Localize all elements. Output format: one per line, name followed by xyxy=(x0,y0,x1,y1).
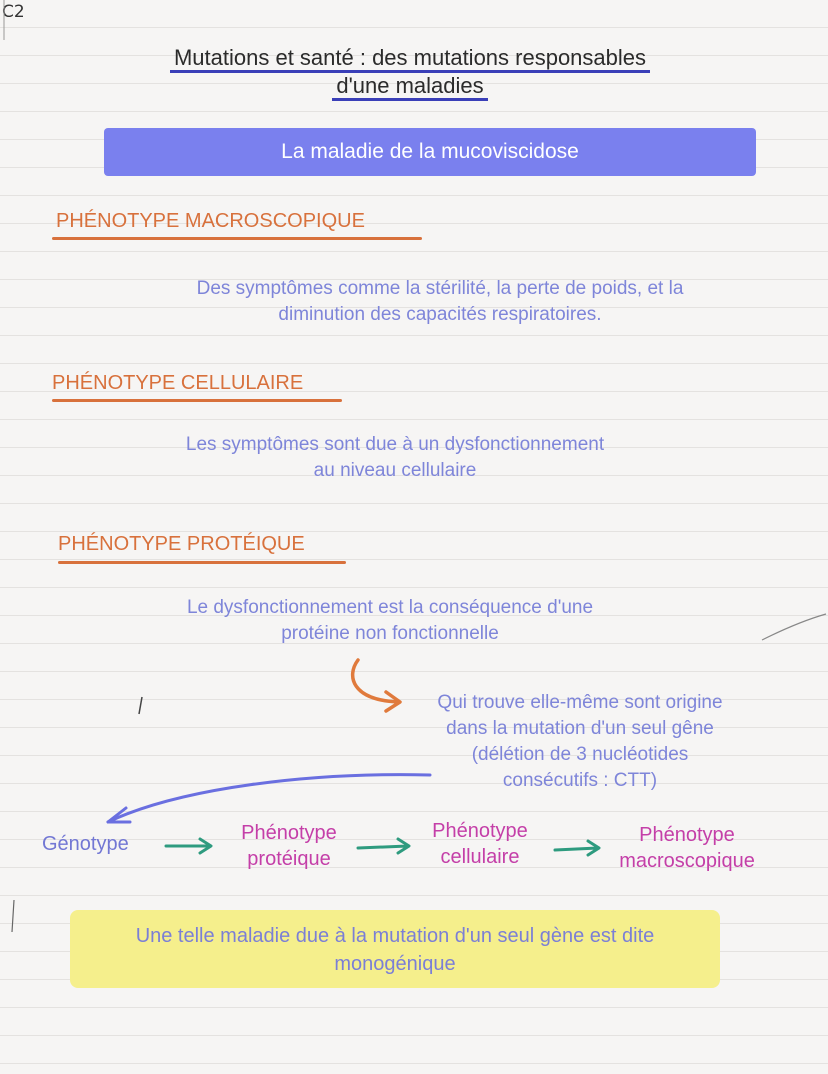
chain-arrow-icon xyxy=(166,839,211,853)
pencil-mark-icon xyxy=(12,900,14,932)
chain-proteique-line-1: Phénotype xyxy=(241,822,337,844)
pencil-mark-icon xyxy=(762,614,826,640)
text-origin-line-3: (délétion de 3 nucléotides xyxy=(471,744,689,765)
conclusion-line-1: Une telle maladie due à la mutation d'un seul gène est dite xyxy=(135,925,655,947)
heading-cellulaire: PHÉNOTYPE CELLULAIRE xyxy=(52,372,304,394)
text-cellulaire-line-2: au niveau cellulaire xyxy=(313,460,477,481)
text-origin-line-4: consécutifs : CTT) xyxy=(502,770,658,791)
chain-proteique-line-2: protéique xyxy=(247,848,331,870)
text-cellulaire-line-1: Les symptômes sont due à un dysfonctionnement xyxy=(185,434,605,455)
pencil-mark-icon xyxy=(139,697,142,714)
chain-genotype: Génotype xyxy=(42,833,129,855)
page-code: C2 xyxy=(2,2,25,22)
text-proteique-line-1: Le dysfonctionnement est la conséquence d'une xyxy=(186,597,594,618)
chain-cellulaire-line-2: cellulaire xyxy=(440,846,520,868)
text-macroscopique-line-2: diminution des capacités respiratoires. xyxy=(278,304,602,325)
conclusion-line-2: monogénique xyxy=(334,953,456,975)
chain-arrow-icon xyxy=(358,839,409,853)
text-origin-line-2: dans la mutation d'un seul gêne xyxy=(446,718,714,739)
title-line-1: Mutations et santé : des mutations responsables xyxy=(170,45,650,73)
chain-arrow-icon xyxy=(555,841,599,855)
heading-macroscopique: PHÉNOTYPE MACROSCOPIQUE xyxy=(56,210,365,232)
title-line-2: d'une maladies xyxy=(332,73,487,101)
topic-banner: La maladie de la mucoviscidose xyxy=(104,128,756,176)
heading-proteique: PHÉNOTYPE PROTÉIQUE xyxy=(58,533,305,555)
long-arrow-icon xyxy=(108,775,430,822)
chain-macroscopique-line-2: macroscopique xyxy=(619,850,755,872)
text-proteique-line-2: protéine non fonctionnelle xyxy=(281,623,499,644)
chain-macroscopique-line-1: Phénotype xyxy=(639,824,735,846)
text-origin-line-1: Qui trouve elle-même sont origine xyxy=(437,692,723,713)
chain-cellulaire-line-1: Phénotype xyxy=(432,820,528,842)
text-macroscopique-line-1: Des symptômes comme la stérilité, la perte de poids, et la xyxy=(196,278,684,299)
